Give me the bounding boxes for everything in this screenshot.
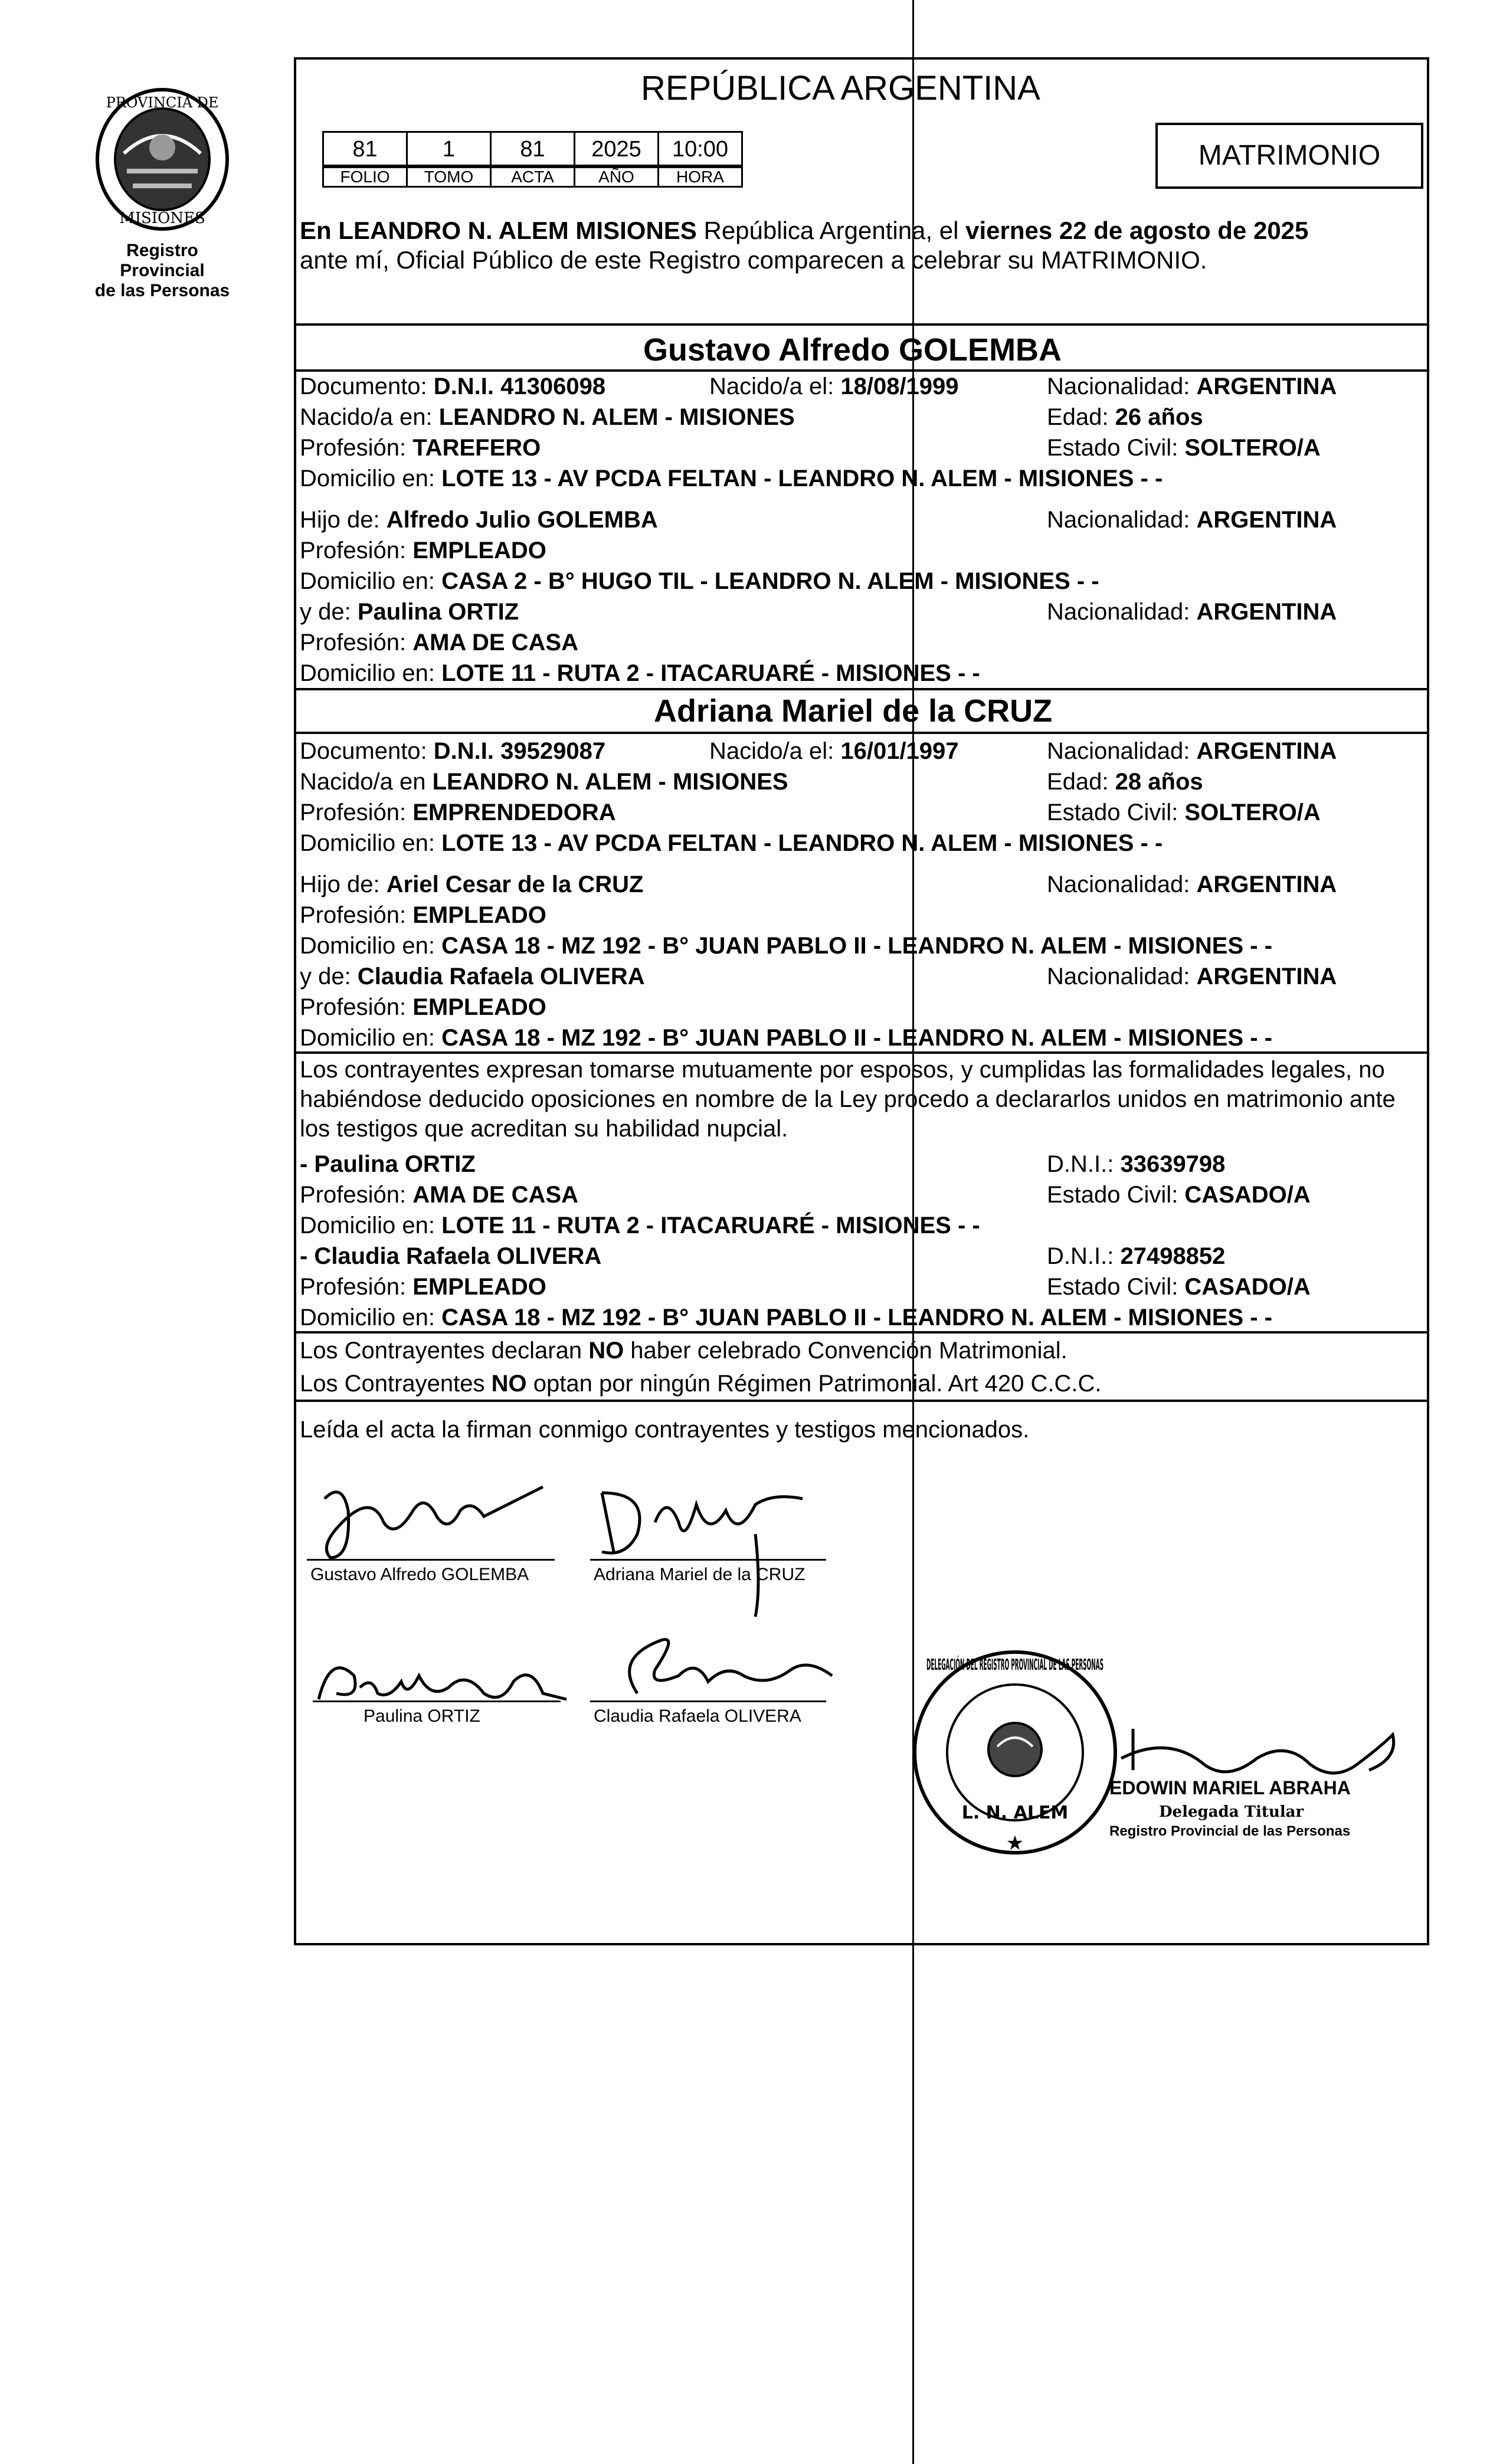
witness2-dom: Domicilio en: CASA 18 - MZ 192 - B° JUAN PABLO II - LEANDRO N. ALEM - MISIONES - - [300,1305,1273,1331]
spouse1-dom: Domicilio en: LOTE 13 - AV PCDA FELTAN - LEANDRO N. ALEM - MISIONES - - [300,466,1163,492]
spouse1-mother-nat: Nacionalidad: ARGENTINA [1047,599,1337,625]
spouse2-nat: Nacionalidad: ARGENTINA [1047,738,1337,764]
spouse1-doc: Documento: D.N.I. 41306098 [300,373,606,399]
spouse2-father-dom: Domicilio en: CASA 18 - MZ 192 - B° JUAN PABLO II - LEANDRO N. ALEM - MISIONES - - [300,933,1273,959]
intro-line-2: ante mí, Oficial Público de este Registro comparecen a celebrar su MATRIMONIO. [300,246,1207,274]
folio-value: 81 [322,131,408,166]
svg-text:MISIONES: MISIONES [119,209,205,227]
act-type-box: MATRIMONIO [1155,123,1423,189]
spouse2-mother: y de: Claudia Rafaela OLIVERA [300,964,645,989]
svg-text:DELEGACIÓN DEL REGISTRO PROVIN: DELEGACIÓN DEL REGISTRO PROVINCIAL DE LAS PERSONAS [926,1656,1443,1674]
spouse2-doc: Documento: D.N.I. 39529087 [300,738,606,764]
svg-text:PROVINCIA DE: PROVINCIA DE [106,94,219,111]
witness2-prof: Profesión: EMPLEADO [300,1274,546,1300]
divider [294,323,1429,326]
spouse1-born: Nacido/a el: 18/08/1999 [709,373,959,399]
svg-text:L. N. ALEM: L. N. ALEM [961,1803,1069,1823]
spouse2-mother-nat: Nacionalidad: ARGENTINA [1047,964,1337,989]
spouse1-place: Nacido/a en: LEANDRO N. ALEM - MISIONES [300,404,795,430]
acta-value: 81 [490,131,575,166]
registry-labels [322,168,741,188]
witness1-dom: Domicilio en: LOTE 11 - RUTA 2 - ITACARUARÉ - MISIONES - - [300,1213,980,1238]
spouse2-age: Edad: 28 años [1047,769,1203,795]
signature-label-2: Adriana Mariel de la CRUZ [594,1565,805,1584]
registry-caption: Registro Provincial de las Personas [94,241,230,300]
witness1-name: - Paulina ORTIZ [300,1151,476,1177]
signature-gustavo [307,1475,555,1570]
intro-line-1: En LEANDRO N. ALEM MISIONES República Argentina, el viernes 22 de agosto de 2025 [300,217,1309,244]
spouse2-dom: Domicilio en: LOTE 13 - AV PCDA FELTAN - LEANDRO N. ALEM - MISIONES - - [300,830,1163,856]
spouse2-mother-prof: Profesión: EMPLEADO [300,994,546,1020]
signature-claudia [590,1623,838,1711]
closing-text: Leída el acta la firman conmigo contrayentes y testigos mencionados. [300,1417,1030,1443]
declaration-line-3: los testigos que acreditan su habilidad nupcial. [300,1116,788,1142]
witness2-dni: D.N.I.: 27498852 [1047,1243,1226,1269]
official-title: Delegada Titular [1159,1803,1304,1821]
signature-line [313,1700,561,1702]
signature-line [307,1559,555,1561]
spouse1-prof: Profesión: TAREFERO [300,435,541,461]
spouse2-father-prof: Profesión: EMPLEADO [300,902,546,928]
spouse2-prof: Profesión: EMPRENDEDORA [300,800,616,825]
signature-label-4: Claudia Rafaela OLIVERA [594,1706,801,1726]
signature-line [590,1559,826,1561]
divider [294,1051,1429,1054]
convention-line-1: Los Contrayentes declaran NO haber celebrado Convención Matrimonial. [300,1338,1068,1364]
convention-line-2: Los Contrayentes NO optan por ningún Régimen Patrimonial. Art 420 C.C.C. [300,1371,1102,1397]
spouse2-father: Hijo de: Ariel Cesar de la CRUZ [300,871,644,897]
witness1-prof: Profesión: AMA DE CASA [300,1182,578,1208]
signature-adriana [578,1469,826,1634]
official-org: Registro Provincial de las Personas [1109,1823,1351,1839]
spouse2-civil: Estado Civil: SOLTERO/A [1047,800,1321,825]
spouse1-mother: y de: Paulina ORTIZ [300,599,519,625]
declaration-line-2: habiéndose deducido oposiciones en nombre de la Ley procedo a declararlos unidos en matrimonio ante [300,1086,1396,1112]
divider [294,1331,1429,1333]
registry-values [322,131,741,166]
province-seal-icon [89,83,236,236]
witness2-name: - Claudia Rafaela OLIVERA [300,1243,602,1269]
signature-label-3: Paulina ORTIZ [364,1706,480,1726]
spouse1-father: Hijo de: Alfredo Julio GOLEMBA [300,507,658,533]
signature-label-1: Gustavo Alfredo GOLEMBA [310,1565,529,1584]
hora-value: 10:00 [657,131,743,166]
divider [294,688,1429,690]
witness1-dni: D.N.I.: 33639798 [1047,1151,1226,1177]
svg-text:★: ★ [1006,1831,1024,1855]
spouse1-mother-dom: Domicilio en: LOTE 11 - RUTA 2 - ITACARUARÉ - MISIONES - - [300,660,980,686]
spouse1-civil: Estado Civil: SOLTERO/A [1047,435,1321,461]
signature-line [590,1700,826,1702]
hora-label: HORA [657,166,743,188]
spouse2-mother-dom: Domicilio en: CASA 18 - MZ 192 - B° JUAN PABLO II - LEANDRO N. ALEM - MISIONES - - [300,1025,1273,1051]
spouse1-age: Edad: 26 años [1047,404,1203,430]
anio-label: AÑO [574,166,659,188]
anio-value: 2025 [574,131,659,166]
spouse2-name: Adriana Mariel de la CRUZ [654,693,1053,729]
folio-label: FOLIO [322,166,408,188]
witness1-civil: Estado Civil: CASADO/A [1047,1182,1311,1208]
spouse1-father-dom: Domicilio en: CASA 2 - B° HUGO TIL - LEANDRO N. ALEM - MISIONES - - [300,568,1099,594]
spouse2-father-nat: Nacionalidad: ARGENTINA [1047,871,1337,897]
divider [294,369,1429,372]
spouse1-father-prof: Profesión: EMPLEADO [300,538,546,563]
registry-logo [89,83,236,236]
spouse1-nat: Nacionalidad: ARGENTINA [1047,373,1337,399]
divider [294,1400,1429,1402]
spouse1-name: Gustavo Alfredo GOLEMBA [643,332,1062,368]
spouse1-mother-prof: Profesión: AMA DE CASA [300,630,578,656]
tomo-value: 1 [406,131,492,166]
page-title: REPÚBLICA ARGENTINA [641,69,1040,107]
tomo-label: TOMO [406,166,492,188]
spouse2-born: Nacido/a el: 16/01/1997 [709,738,959,764]
witness2-civil: Estado Civil: CASADO/A [1047,1274,1311,1300]
divider [294,732,1429,734]
spouse2-place: Nacido/a en LEANDRO N. ALEM - MISIONES [300,769,788,795]
official-name: EDOWIN MARIEL ABRAHA [1109,1777,1351,1798]
acta-label: ACTA [490,166,575,188]
spouse1-father-nat: Nacionalidad: ARGENTINA [1047,507,1337,533]
declaration-line-1: Los contrayentes expresan tomarse mutuamente por esposos, y cumplidas las formalidades legales, no [300,1057,1385,1083]
